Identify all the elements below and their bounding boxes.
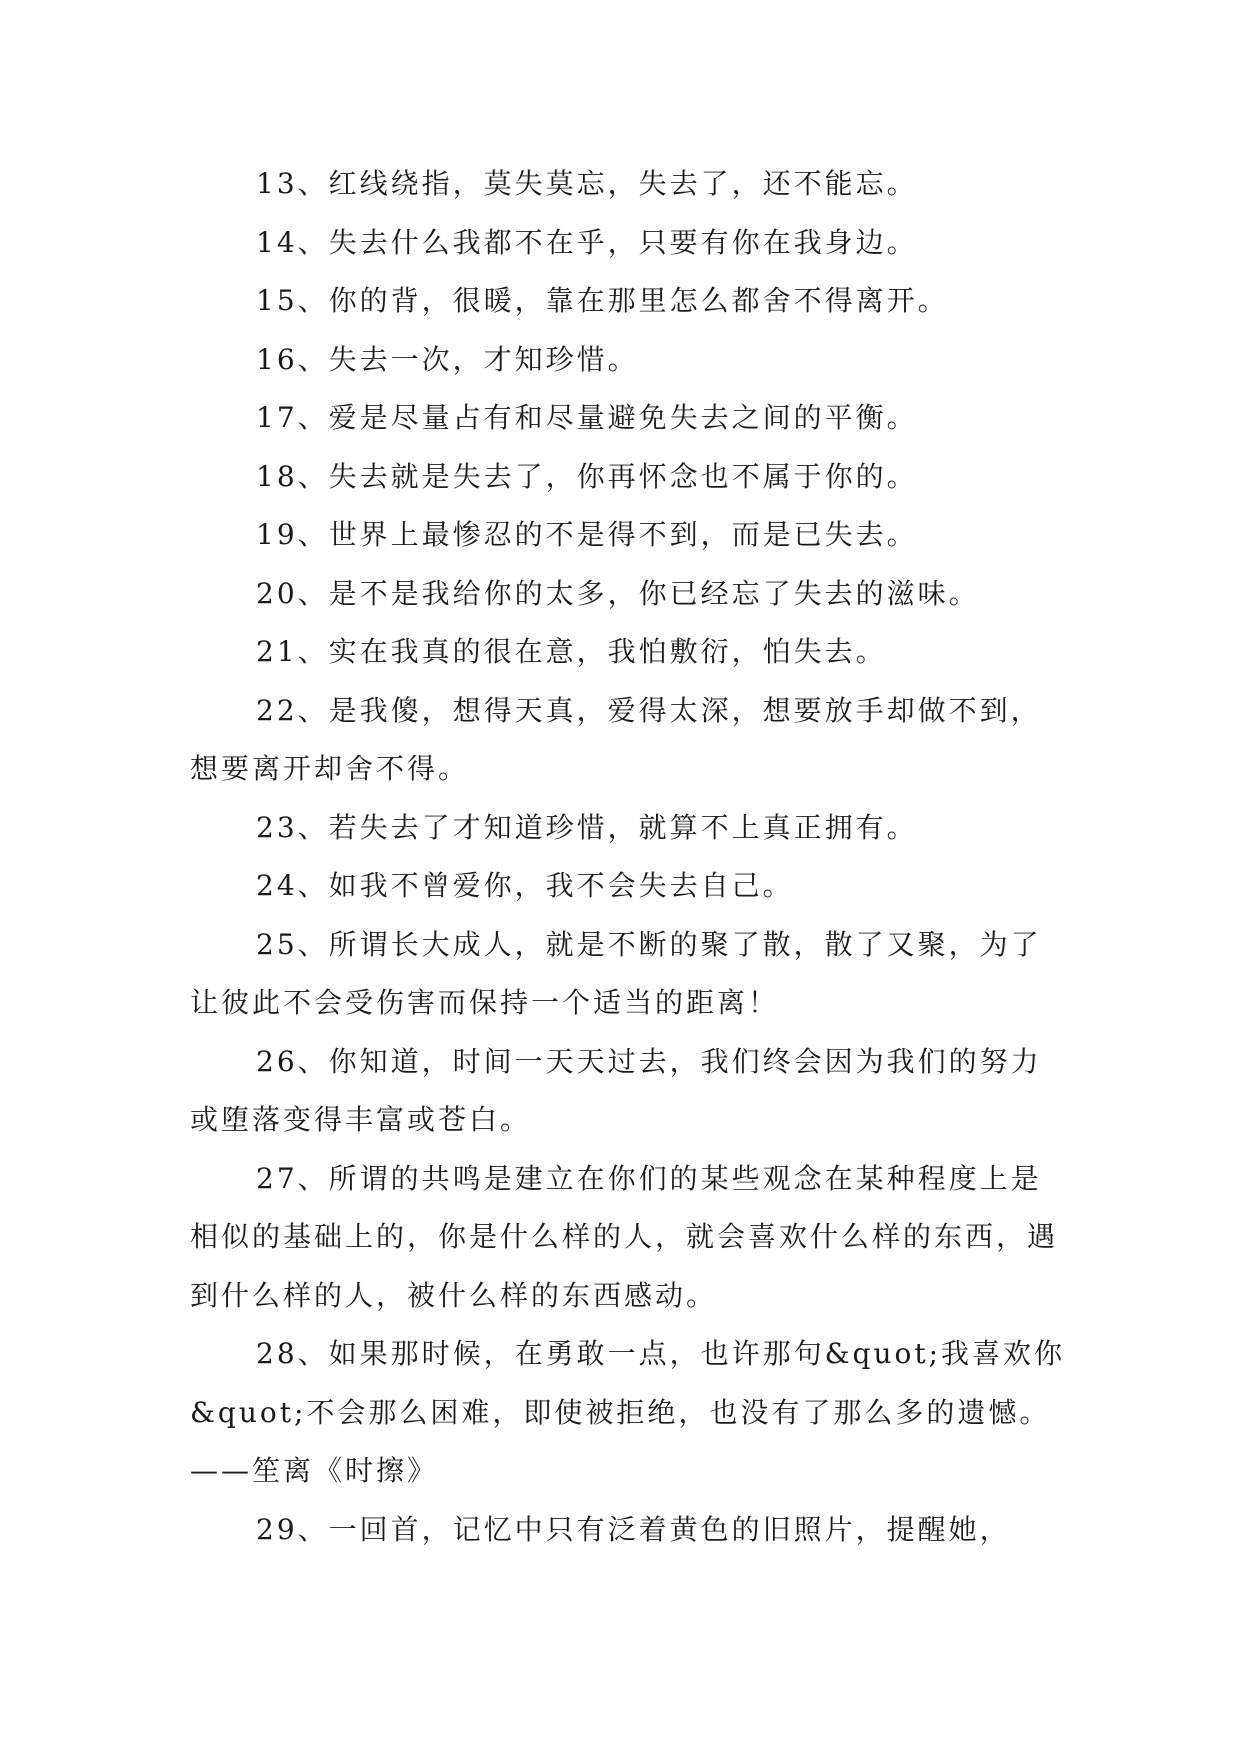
quote-paragraph-13: 13、红线绕指，莫失莫忘，失去了，还不能忘。 (256, 167, 918, 200)
quote-paragraph-26: 26、你知道，时间一天天过去，我们终会因为我们的努力或堕落变得丰富或苍白。 (190, 1044, 1042, 1136)
quote-paragraph-23: 23、若失去了才知道珍惜，就算不上真正拥有。 (256, 810, 918, 844)
quote-paragraph-25: 25、所谓长大成人，就是不断的聚了散，散了又聚，为了让彼此不会受伤害而保持一个适当的距离！ (190, 927, 1042, 1019)
quote-paragraph-20: 20、是不是我给你的太多，你已经忘了失去的滋味。 (256, 576, 980, 610)
quote-paragraph-29: 29、一回首，记忆中只有泛着黄色的旧照片，提醒她， (256, 1512, 1011, 1546)
quote-paragraph-18: 18、失去就是失去了，你再怀念也不属于你的。 (256, 459, 918, 493)
quote-paragraph-28: 28、如果那时候，在勇敢一点，也许那句&quot;我喜欢你&quot;不会那么困难，即使被拒绝，也没有了那么多的遗憾。——笙离《时擦》 (190, 1337, 1066, 1487)
quote-paragraph-19: 19、世界上最惨忍的不是得不到，而是已失去。 (256, 518, 918, 551)
quote-paragraph-17: 17、爱是尽量占有和尽量避免失去之间的平衡。 (256, 401, 918, 434)
quote-paragraph-16: 16、失去一次，才知珍惜。 (256, 342, 639, 376)
quote-paragraph-27: 27、所谓的共鸣是建立在你们的某些观念在某种程度上是相似的基础上的，你是什么样的人，就会喜欢什么样的东西，遇到什么样的人，被什么样的东西感动。 (190, 1161, 1059, 1312)
document-body (190, 155, 1070, 1559)
quote-paragraph-14: 14、失去什么我都不在乎，只要有你在我身边。 (256, 225, 918, 259)
quote-paragraph-22: 22、是我傻，想得天真，爱得太深，想要放手却做不到，想要离开却舍不得。 (190, 693, 1042, 785)
quote-paragraph-21: 21、实在我真的很在意，我怕敷衍，怕失去。 (256, 635, 887, 668)
quote-paragraph-24: 24、如我不曾爱你，我不会失去自己。 (256, 869, 794, 902)
quote-paragraph-15: 15、你的背，很暖，靠在那里怎么都舍不得离开。 (256, 284, 949, 317)
